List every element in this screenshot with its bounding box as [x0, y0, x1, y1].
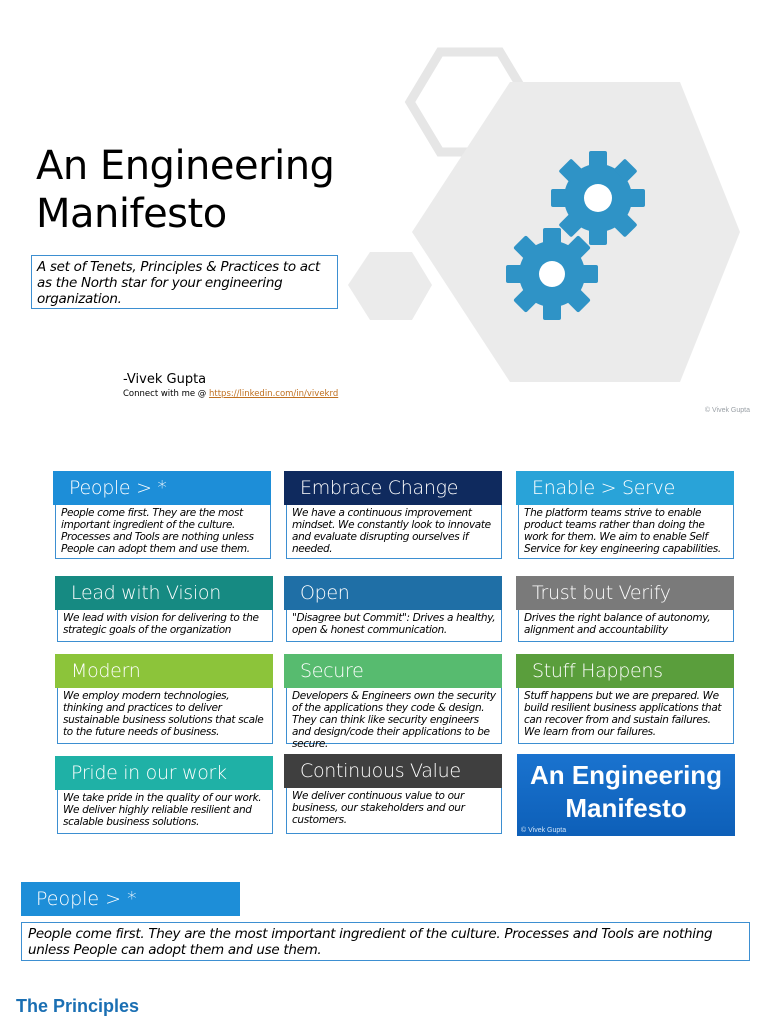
cover-subtitle: A set of Tenets, Principles & Practices to act as the North star for your engineering organization.: [31, 255, 338, 309]
tenet-title: Trust but Verify: [516, 576, 734, 610]
tenet-title: Continuous Value: [284, 754, 502, 788]
tenet-text: "Disagree but Commit": Drives a healthy, open & honest communication.: [286, 610, 502, 642]
tenet-card: [284, 754, 502, 834]
tenet-title: Lead with Vision: [55, 576, 273, 610]
brand-title-line1: An Engineering: [529, 760, 723, 790]
cover-title-line2: Manifesto: [36, 191, 227, 237]
tenet-title: People > *: [53, 471, 271, 505]
hexagon-gear-artwork: [340, 40, 750, 400]
tenet-card: [53, 471, 271, 559]
tenet-text: Drives the right balance of autonomy, alignment and accountability: [518, 610, 734, 642]
brand-tile: [517, 754, 735, 836]
brand-copyright: © Vivek Gupta: [521, 827, 567, 834]
detail-title: People > *: [21, 882, 240, 916]
connect-prefix: Connect with me @: [123, 389, 209, 399]
tenet-text: The platform teams strive to enable product teams rather than doing the work for them. We aim to enable Self Service for key engineering capabilities.: [518, 505, 734, 559]
cover-copyright: © Vivek Gupta: [704, 407, 750, 414]
gear-icon: [506, 228, 598, 320]
tenet-card: [55, 576, 273, 642]
detail-text: People come first. They are the most important ingredient of the culture. Processes and Tools are nothing unless People can adopt them and use them.: [21, 922, 750, 961]
tenet-title: Pride in our work: [55, 756, 273, 790]
brand-title-line2: Manifesto: [565, 793, 687, 823]
tenet-card: [284, 471, 502, 559]
tenets-grid: [0, 430, 768, 850]
tenet-card: [55, 756, 273, 834]
tenet-card: [55, 654, 273, 744]
tenet-card: [284, 576, 502, 642]
tenet-text: People come first. They are the most important ingredient of the culture. Processes and Tools are nothing unless People can adopt them and use them.: [55, 505, 271, 559]
tenet-card: [516, 654, 734, 744]
section-heading: The Principles: [16, 996, 140, 1016]
brand-title: [517, 754, 735, 825]
tenet-card: [516, 576, 734, 642]
tenet-card: [284, 654, 502, 750]
cover-slide: [0, 0, 768, 430]
tenet-text: We employ modern technologies, thinking and practices to deliver sustainable business solutions that scale to the future needs of business.: [57, 688, 273, 744]
cover-title: [36, 142, 334, 238]
tenet-title: Stuff Happens: [516, 654, 734, 688]
tenet-text: We lead with vision for delivering to the strategic goals of the organization: [57, 610, 273, 642]
author-name: -Vivek Gupta: [123, 372, 207, 387]
tenet-title: Modern: [55, 654, 273, 688]
hexagon-small-icon: [348, 252, 432, 320]
tenet-text: Developers & Engineers own the security of the applications they code & design. They can think like security engineers and design/code their applications to be secure.: [286, 688, 502, 744]
tenet-title: Embrace Change: [284, 471, 502, 505]
gear-icon: [551, 151, 645, 245]
tenet-text: Stuff happens but we are prepared. We build resilient business applications that can recover from and sustain failures. We learn from our failures.: [518, 688, 734, 744]
connect-line: [123, 389, 338, 399]
tenet-title: Open: [284, 576, 502, 610]
tenet-title: Secure: [284, 654, 502, 688]
tenet-text: We take pride in the quality of our work. We deliver highly reliable resilient and scalable business solutions.: [57, 790, 273, 834]
tenet-text: We have a continuous improvement mindset. We constantly look to innovate and evaluate disrupting ourselves if needed.: [286, 505, 502, 559]
tenet-card: [516, 471, 734, 559]
tenet-title: Enable > Serve: [516, 471, 734, 505]
cover-title-line1: An Engineering: [36, 143, 335, 189]
linkedin-link[interactable]: https://linkedin.com/in/vivekrd: [209, 389, 339, 399]
tenet-text: We deliver continuous value to our business, our stakeholders and our customers.: [286, 788, 502, 834]
